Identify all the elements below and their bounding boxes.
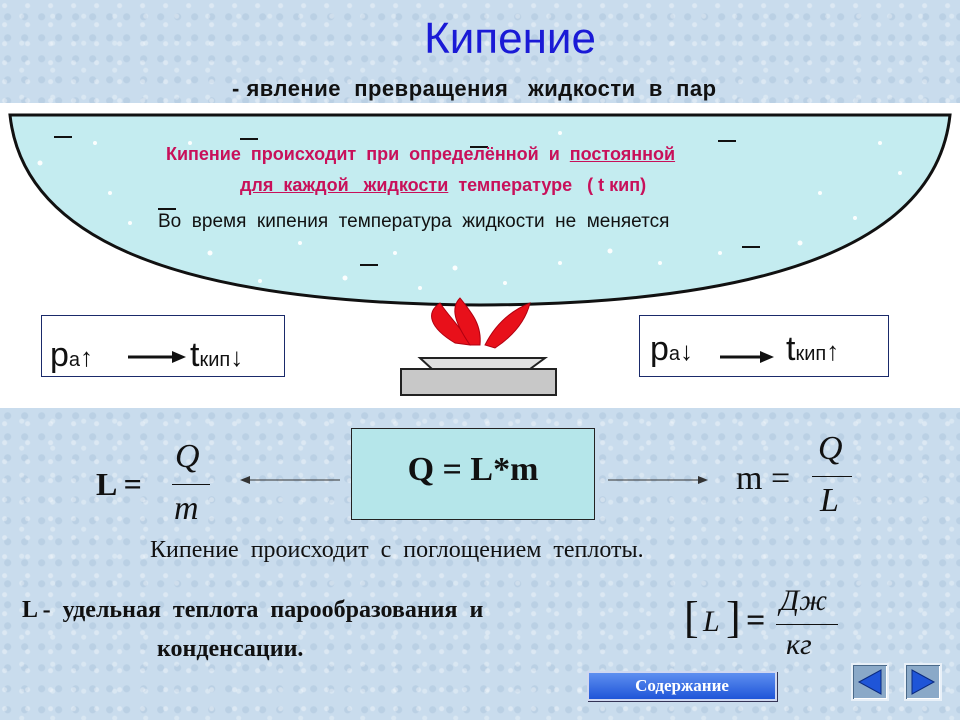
bracket-right: ] — [726, 593, 741, 642]
definition-line1: L - удельная теплота парообразования и — [22, 597, 484, 623]
formula-m-lhs: m = — [736, 460, 791, 497]
formula-L-denominator: m — [174, 490, 199, 527]
relation-right: pа↓ — [650, 330, 694, 368]
triangle-right-icon — [906, 665, 940, 699]
fact-temperature-unchanged: Во время кипения температура жидкости не меняется — [158, 211, 670, 232]
definition-line2: конденсации. — [157, 636, 304, 662]
dash-mark — [360, 264, 378, 266]
arrow-right-icon — [128, 350, 186, 364]
fraction-bar — [172, 484, 210, 485]
page-title: Кипение — [424, 14, 596, 63]
relation-left-boiling-temp: tкип↓ — [190, 336, 244, 374]
next-button[interactable] — [904, 663, 942, 701]
subtitle: - явление превращения жидкости в пар — [232, 76, 717, 101]
burner-base — [401, 369, 556, 395]
fraction-bar — [812, 476, 852, 477]
fraction-bar — [776, 624, 838, 625]
main-formula: Q = L*m — [407, 451, 539, 488]
arrow-left-icon — [240, 474, 340, 486]
contents-button[interactable]: Содержание — [587, 671, 777, 701]
formula-m-numerator: Q — [818, 430, 843, 467]
burner-top — [420, 358, 545, 369]
dash-mark — [742, 246, 760, 248]
absorption-note: Кипение происходит с поглощением теплоты. — [150, 537, 644, 563]
fact-constant-temperature-line1: Кипение происходит при определённой и постоянной — [166, 144, 676, 164]
unit-equals: = — [746, 602, 766, 639]
formula-L-numerator: Q — [175, 438, 200, 475]
dash-mark — [240, 138, 258, 140]
relation-right-boiling-temp: tкип↑ — [786, 330, 840, 368]
bracket-left: [ — [684, 593, 699, 642]
formula-m-denominator: L — [820, 482, 839, 519]
dash-mark — [158, 208, 176, 210]
fact-constant-temperature-line2: для каждой жидкости температуре ( t кип) — [240, 175, 647, 195]
unit-numerator: Дж — [780, 584, 827, 617]
formula-L-lhs: L = — [96, 466, 142, 502]
arrow-right-icon — [720, 350, 774, 364]
triangle-left-icon — [853, 665, 887, 699]
dash-mark — [718, 140, 736, 142]
relation-left: pа↑ — [50, 336, 94, 374]
arrow-right-icon — [608, 474, 708, 486]
previous-button[interactable] — [851, 663, 889, 701]
unit-denominator: кг — [786, 628, 812, 661]
unit-symbol: L — [703, 605, 720, 638]
dash-mark — [54, 136, 72, 138]
